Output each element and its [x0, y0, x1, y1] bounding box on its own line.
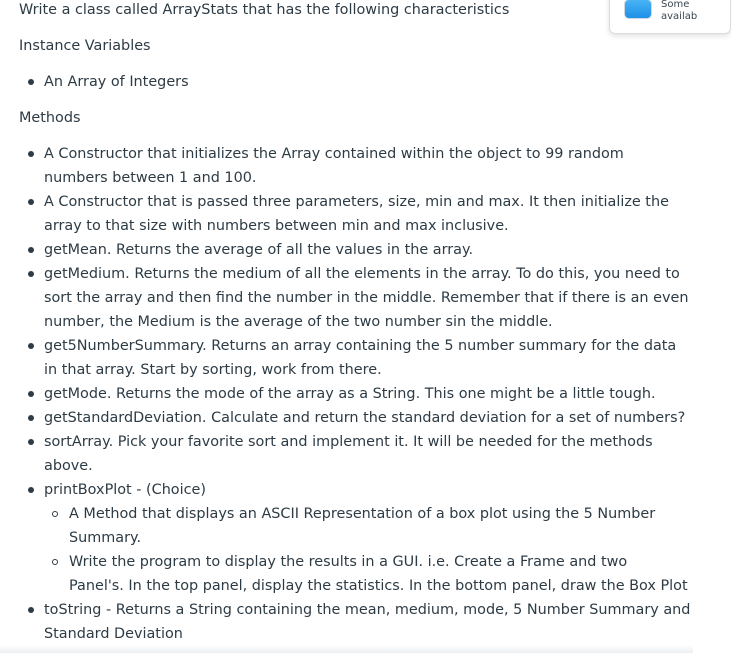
cloud-icon: [624, 0, 652, 19]
bullet-icon: [28, 271, 34, 277]
list-item: getMean. Returns the average of all the values in the array.: [44, 238, 473, 262]
bottom-fade: [0, 645, 693, 653]
list-item: toString - Returns a String containing the mean, medium, mode, 5 Number Summary and Standard Deviation: [44, 598, 690, 646]
circle-bullet-icon: [52, 559, 58, 565]
list-item: A Constructor that is passed three parameters, size, min and max. It then initialize the array to that size with numbers between min and max inclusive.: [44, 190, 669, 238]
list-item: getMode. Returns the mode of the array as a String. This one might be a little tough.: [44, 382, 656, 406]
list-item: A Constructor that initializes the Array contained within the object to 99 random numbers between 1 and 100.: [44, 142, 624, 190]
bullet-icon: [28, 415, 34, 421]
page-title: Write a class called ArrayStats that has the following characteristics: [19, 2, 510, 18]
circle-bullet-icon: [52, 511, 58, 517]
sub-list-item: A Method that displays an ASCII Representation of a box plot using the 5 Number Summary.: [69, 502, 655, 550]
bullet-icon: [28, 199, 34, 205]
methods-heading: Methods: [19, 110, 81, 126]
list-item: getStandardDeviation. Calculate and return the standard deviation for a set of numbers?: [44, 406, 685, 430]
list-item: printBoxPlot - (Choice): [44, 478, 206, 502]
bullet-icon: [28, 439, 34, 445]
bullet-icon: [28, 487, 34, 493]
bullet-icon: [28, 247, 34, 253]
bullet-icon: [28, 391, 34, 397]
bullet-icon: [28, 343, 34, 349]
list-item: get5NumberSummary. Returns an array containing the 5 number summary for the data in that array. Start by sorting, work from there.: [44, 334, 676, 382]
notification-popup[interactable]: [609, 0, 731, 34]
instance-variables-heading: Instance Variables: [19, 38, 151, 54]
list-item: getMedium. Returns the medium of all the elements in the array. To do this, you need to sort the array and then find the number in the middle. Remember that if there is an even number, the Medium is the average of the two number sin the middle.: [44, 262, 688, 334]
list-item: sortArray. Pick your favorite sort and implement it. It will be needed for the methods above.: [44, 430, 653, 478]
bullet-icon: [28, 151, 34, 157]
list-item: An Array of Integers: [44, 70, 189, 94]
notification-text: Some availab: [661, 0, 698, 22]
sub-list-item: Write the program to display the results in a GUI. i.e. Create a Frame and two Panel's. In the top panel, display the statistics. In the bottom panel, draw the Box Plot: [69, 550, 688, 598]
bullet-icon: [28, 79, 34, 85]
bullet-icon: [28, 607, 34, 613]
